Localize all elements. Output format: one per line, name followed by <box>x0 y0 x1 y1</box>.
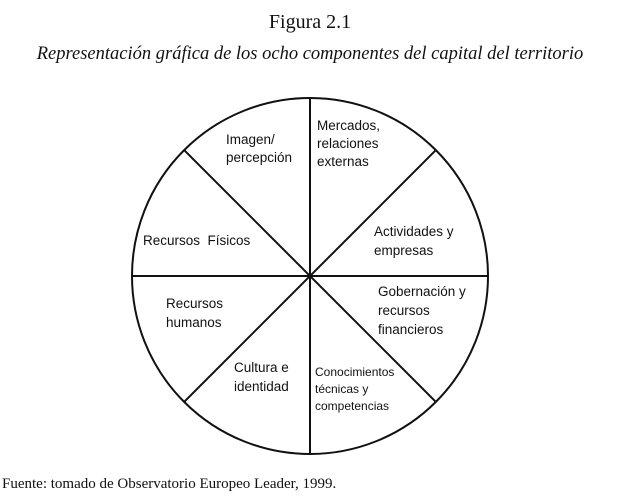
segment-label-line: Gobernación y <box>378 284 466 299</box>
segment-label-line: Imagen/ <box>226 132 275 147</box>
segment-label-mercados <box>317 118 380 169</box>
segment-label-cultura <box>234 360 289 394</box>
pie-outline <box>132 98 488 454</box>
segment-label-line: Conocimientos <box>315 365 395 379</box>
segment-label-line: recursos <box>378 303 430 318</box>
segment-label-line: Recursos Físicos <box>143 233 251 248</box>
segment-label-line: empresas <box>374 243 434 258</box>
segment-label-line: identidad <box>234 379 289 394</box>
segment-label-gobernacion <box>378 284 466 337</box>
segment-label-line: percepción <box>226 150 293 165</box>
segment-label-line: externas <box>317 154 369 169</box>
segment-label-recursos-fisicos <box>143 233 251 248</box>
segment-label-line: Actividades y <box>374 224 454 239</box>
segment-label-line: Cultura e <box>234 360 289 375</box>
segment-label-imagen <box>226 132 292 165</box>
figure-subtitle: Representación gráfica de los ocho componentes del capital del territorio <box>36 44 584 64</box>
segment-label-recursos-humanos <box>166 296 223 330</box>
segment-label-actividades <box>374 224 454 258</box>
segment-label-line: financieros <box>378 322 444 337</box>
segment-label-conocimientos <box>315 365 394 413</box>
segment-label-line: competencias <box>315 399 390 413</box>
segment-label-line: Mercados, <box>317 118 381 133</box>
figure-source-note: Fuente: tomado de Observatorio Europeo Leader, 1999. <box>2 476 337 492</box>
segment-label-line: Recursos <box>166 296 224 311</box>
segment-labels <box>143 118 466 413</box>
figure-title: Figura 2.1 <box>268 11 352 33</box>
segment-label-line: relaciones <box>317 136 379 151</box>
segment-label-line: técnicas y <box>315 382 369 396</box>
segment-label-line: humanos <box>166 315 222 330</box>
